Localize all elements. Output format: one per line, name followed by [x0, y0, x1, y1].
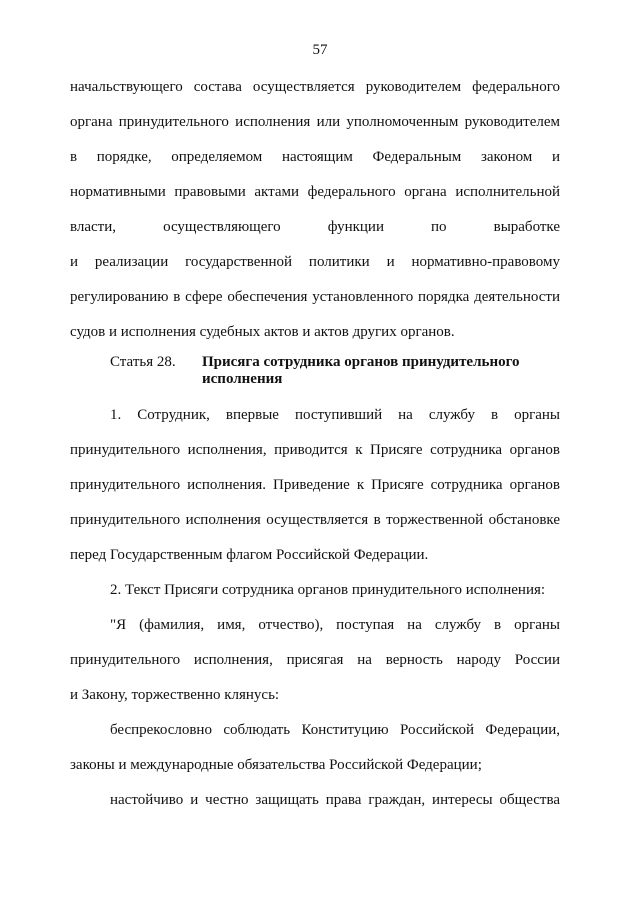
- text-line: власти, осуществляющего функции по выработке: [70, 219, 560, 235]
- text-line: начальствующего состава осуществляется руководителем федерального: [70, 79, 560, 95]
- paragraph-4: [70, 608, 560, 713]
- text-line: принудительного исполнения осуществляется в торжественной обстановке: [70, 512, 560, 528]
- text-line: перед Государственным флагом Российской Федерации.: [70, 547, 429, 563]
- text-line: регулированию в сфере обеспечения установленного порядка деятельности: [70, 289, 560, 305]
- text-line: органа принудительного исполнения или уполномоченным руководителем: [70, 114, 560, 130]
- paragraph-3: [70, 573, 560, 608]
- article-title-line: Присяга сотрудника органов принудительного: [202, 354, 520, 370]
- article-heading: [70, 354, 560, 388]
- text-line: беспрекословно соблюдать Конституцию Российской Федерации,: [110, 722, 560, 738]
- paragraph-6: [70, 783, 560, 818]
- paragraph-2: [70, 398, 560, 573]
- text-line: судов и исполнения судебных актов и актов других органов.: [70, 324, 455, 340]
- article-label: Статья 28.: [110, 354, 176, 370]
- paragraph-5: [70, 713, 560, 783]
- text-line: нормативными правовыми актами федерального органа исполнительной: [70, 184, 560, 200]
- text-line: принудительного исполнения, присягая на верность народу России: [70, 652, 560, 668]
- article-title-line: исполнения: [202, 371, 283, 387]
- article-title: [202, 354, 542, 388]
- text-line: 1. Сотрудник, впервые поступивший на службу в органы: [110, 407, 560, 423]
- text-line: и реализации государственной политики и нормативно-правовому: [70, 254, 560, 270]
- page-number: 57: [312, 42, 328, 58]
- text-line: настойчиво и честно защищать права граждан, интересы общества: [110, 792, 560, 808]
- text-line: 2. Текст Присяги сотрудника органов принудительного исполнения:: [110, 582, 546, 598]
- paragraph-1: [70, 70, 560, 350]
- text-line: принудительного исполнения, приводится к Присяге сотрудника органов: [70, 442, 560, 458]
- text-line: законы и международные обязательства Российской Федерации;: [70, 757, 482, 773]
- text-line: "Я (фамилия, имя, отчество), поступая на службу в органы: [110, 617, 560, 633]
- document-body: [70, 70, 560, 818]
- text-line: принудительного исполнения. Приведение к Присяге сотрудника органов: [70, 477, 560, 493]
- text-line: и Закону, торжественно клянусь:: [70, 687, 280, 703]
- text-line: в порядке, определяемом настоящим Федеральным законом и: [70, 149, 560, 165]
